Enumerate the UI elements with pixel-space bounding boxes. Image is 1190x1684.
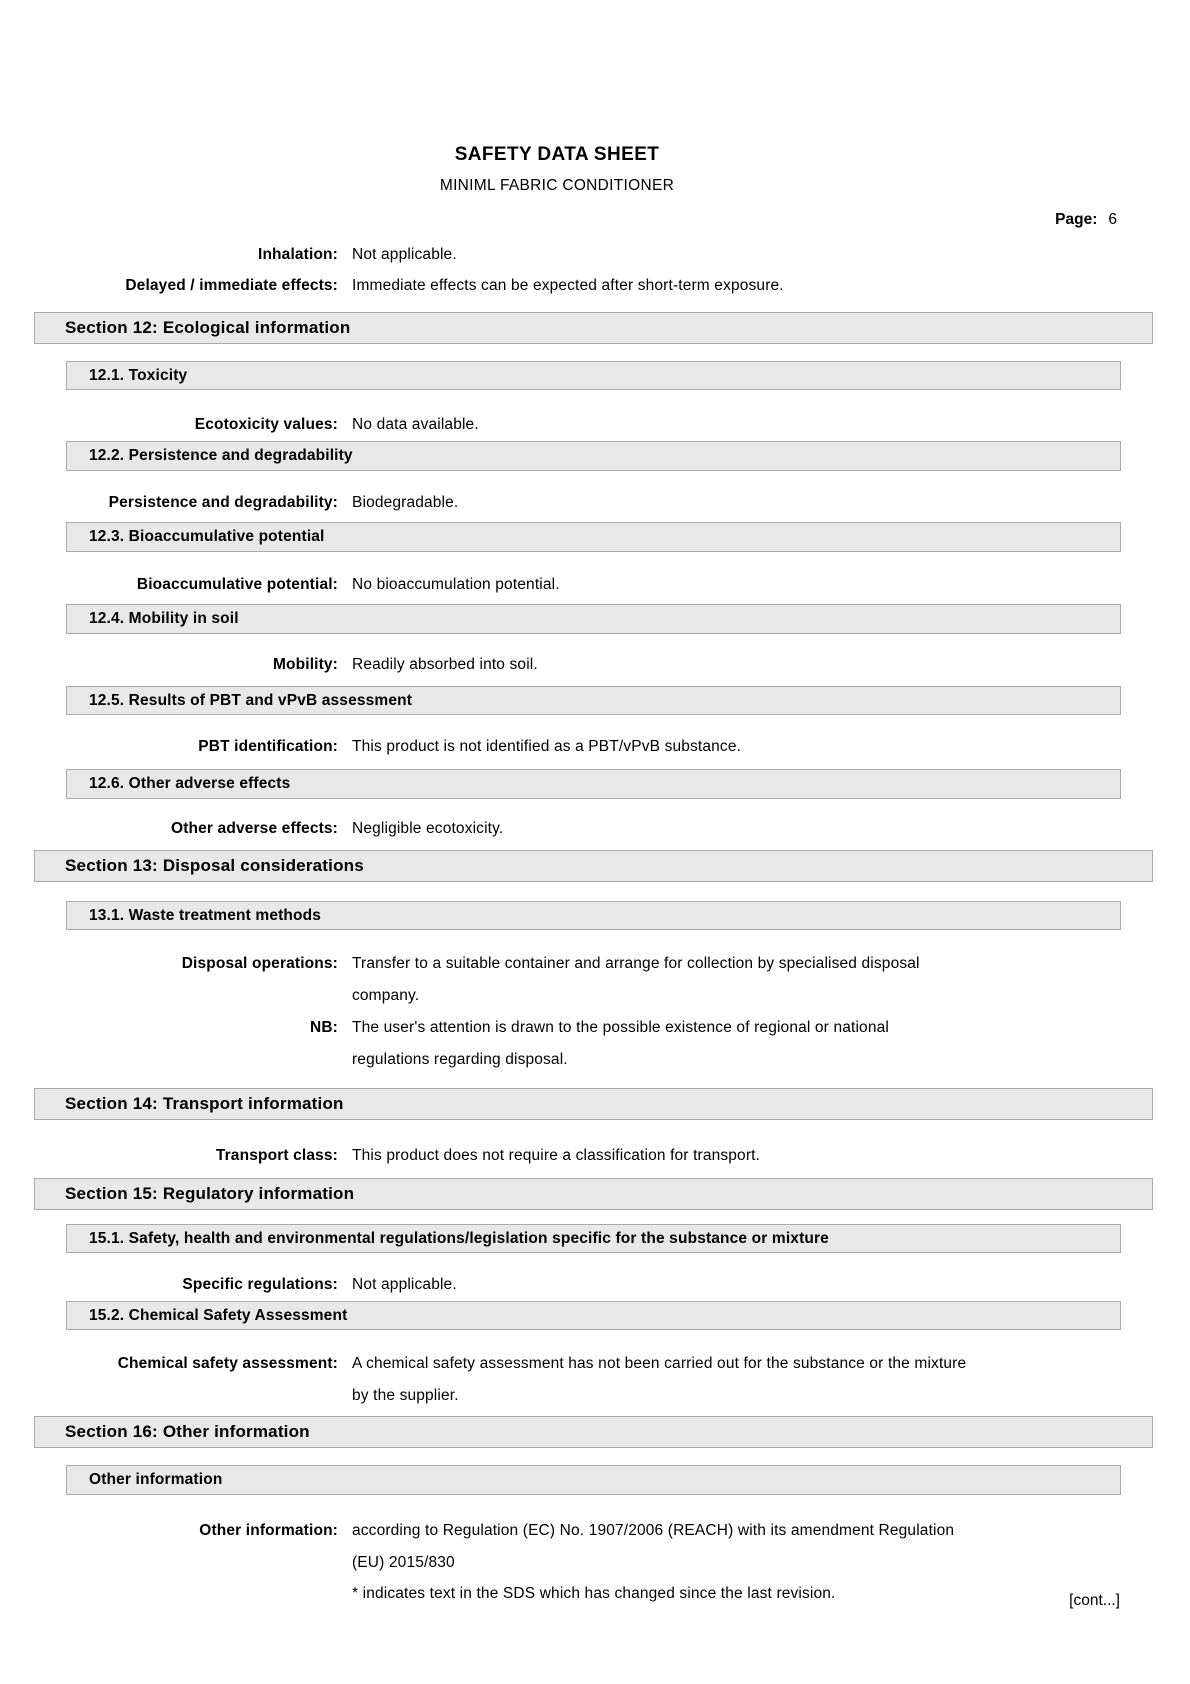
field-label: Disposal operations: <box>181 955 338 972</box>
section-13-1-header <box>66 901 1121 930</box>
field-value-line: This product is not identified as a PBT/vPvB substance. <box>352 738 742 755</box>
field-value-line: Not applicable. <box>352 246 457 263</box>
field-label: Bioaccumulative potential: <box>136 576 338 593</box>
field-label: Chemical safety assessment: <box>117 1355 338 1372</box>
field-value <box>352 731 741 763</box>
field-value-line: according to Regulation (EC) No. 1907/2006 (REACH) with its amendment Regulation <box>352 1522 955 1539</box>
field-value <box>352 1012 889 1075</box>
field-row-disposal-operations <box>0 948 1190 1011</box>
field-value-line: Immediate effects can be expected after short-term exposure. <box>352 277 784 294</box>
section-16-header <box>34 1416 1153 1448</box>
section-12-3-title: 12.3. Bioaccumulative potential <box>89 528 325 545</box>
section-12-4-title: 12.4. Mobility in soil <box>89 610 239 627</box>
field-row-chemical-safety-assessment <box>0 1348 1190 1411</box>
field-value <box>352 813 503 845</box>
field-value-line: A chemical safety assessment has not been carried out for the substance or the mixture <box>352 1355 967 1372</box>
section-14-title: Section 14: Transport information <box>65 1094 344 1113</box>
field-row-inhalation <box>0 239 1190 271</box>
section-12-4-header <box>66 604 1121 634</box>
field-label: Ecotoxicity values: <box>194 416 338 433</box>
field-value-line: Transfer to a suitable container and arrange for collection by specialised disposal <box>352 955 920 972</box>
field-value-line: company. <box>352 986 420 1004</box>
section-12-5-header <box>66 686 1121 715</box>
field-label: Other adverse effects: <box>171 820 338 837</box>
field-label: Specific regulations: <box>182 1276 338 1293</box>
field-value-line: by the supplier. <box>352 1386 459 1404</box>
field-value-line: No data available. <box>352 416 479 433</box>
section-12-1-title: 12.1. Toxicity <box>89 366 188 384</box>
section-12-5-title: 12.5. Results of PBT and vPvB assessment <box>89 691 413 709</box>
field-row-delayed-immediate-effects <box>0 270 1190 302</box>
field-value <box>352 1140 760 1172</box>
field-label: Other information: <box>199 1522 338 1539</box>
other-information-header <box>66 1465 1121 1495</box>
product-name: MINIML FABRIC CONDITIONER <box>439 177 675 194</box>
section-12-header <box>34 312 1153 344</box>
field-value <box>352 270 784 302</box>
field-value <box>352 487 458 519</box>
section-13-title: Section 13: Disposal considerations <box>65 856 364 875</box>
continuation-marker: [cont...] <box>1069 1592 1120 1609</box>
section-13-header <box>34 850 1153 882</box>
field-value-line: Biodegradable. <box>352 494 459 511</box>
field-value <box>352 649 538 681</box>
field-value-line: regulations regarding disposal. <box>352 1050 568 1068</box>
section-15-1-header <box>66 1224 1121 1253</box>
section-13-1-title: 13.1. Waste treatment methods <box>89 906 322 924</box>
field-value-line: Negligible ecotoxicity. <box>352 820 504 837</box>
field-value-line: * indicates text in the SDS which has changed since the last revision. <box>352 1585 836 1602</box>
section-15-1-title: 15.1. Safety, health and environmental regulations/legislation specific for the substance or mixture <box>89 1229 829 1247</box>
field-value-line: Not applicable. <box>352 1276 457 1293</box>
field-row-bioaccumulative-potential <box>0 569 1190 601</box>
section-14-header <box>34 1088 1153 1120</box>
field-value <box>352 1348 966 1411</box>
field-value-line: Readily absorbed into soil. <box>352 656 538 673</box>
field-label: Delayed / immediate effects: <box>125 277 338 294</box>
field-row-persistence-degradability <box>0 487 1190 519</box>
field-value-line: (EU) 2015/830 <box>352 1553 455 1571</box>
page-number-label: Page: <box>1055 211 1098 228</box>
page-number-value: 6 <box>1108 211 1117 228</box>
field-row-ecotoxicity-values <box>0 409 1190 441</box>
field-row-other-adverse-effects <box>0 813 1190 845</box>
section-15-header <box>34 1178 1153 1210</box>
section-16-title: Section 16: Other information <box>65 1422 310 1441</box>
section-15-2-header <box>66 1301 1121 1330</box>
field-value <box>352 1515 954 1610</box>
section-15-title: Section 15: Regulatory information <box>65 1184 355 1203</box>
field-value <box>352 409 479 441</box>
field-label: Mobility: <box>272 656 338 673</box>
section-12-1-header <box>66 361 1121 390</box>
section-15-2-title: 15.2. Chemical Safety Assessment <box>89 1306 348 1324</box>
other-information-header-title: Other information <box>89 1471 223 1488</box>
field-label: Inhalation: <box>257 246 338 263</box>
field-label: NB: <box>310 1019 338 1036</box>
page-title: SAFETY DATA SHEET <box>454 144 660 165</box>
field-label: PBT identification: <box>198 738 338 755</box>
field-value <box>352 569 560 601</box>
page-number <box>1055 211 1117 229</box>
field-value <box>352 1269 457 1301</box>
section-12-3-header <box>66 522 1121 552</box>
field-label: Persistence and degradability: <box>108 494 338 511</box>
section-12-2-title: 12.2. Persistence and degradability <box>89 447 353 464</box>
section-12-title: Section 12: Ecological information <box>65 318 351 337</box>
field-value <box>352 239 457 271</box>
field-row-pbt-identification <box>0 731 1190 763</box>
section-12-6-title: 12.6. Other adverse effects <box>89 775 291 792</box>
field-row-other-information <box>0 1515 1190 1610</box>
field-row-transport-class <box>0 1140 1190 1172</box>
section-12-2-header <box>66 441 1121 471</box>
field-value-line: The user's attention is drawn to the possible existence of regional or national <box>352 1019 889 1036</box>
field-value-line: No bioaccumulation potential. <box>352 576 560 593</box>
section-12-6-header <box>66 769 1121 799</box>
field-row-mobility <box>0 649 1190 681</box>
field-row-specific-regulations <box>0 1269 1190 1301</box>
field-row-nb <box>0 1012 1190 1075</box>
field-value <box>352 948 920 1011</box>
field-label: Transport class: <box>215 1147 338 1164</box>
field-value-line: This product does not require a classification for transport. <box>352 1147 761 1164</box>
